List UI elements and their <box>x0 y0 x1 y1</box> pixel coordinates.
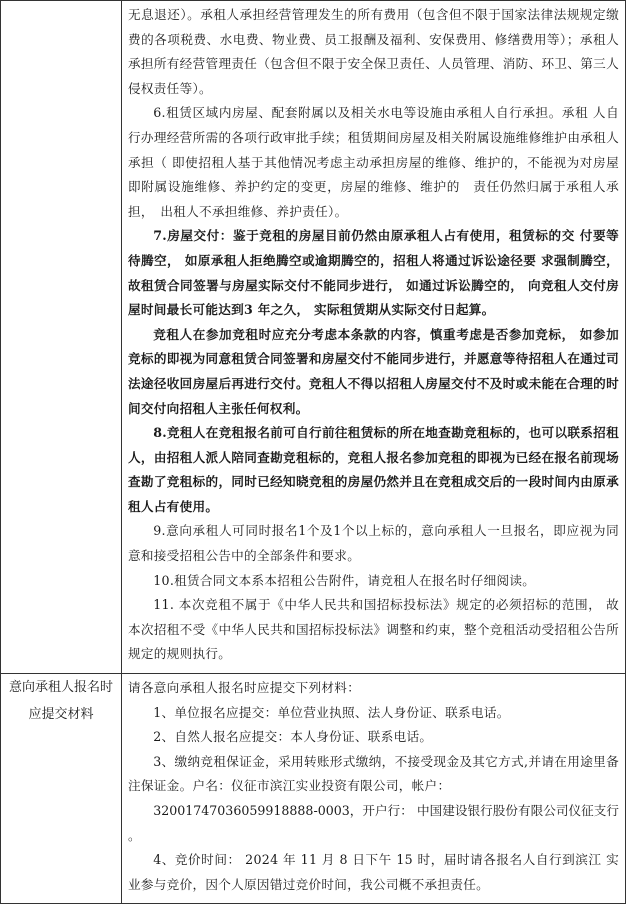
clause-10: 10.租赁合同文本系本招租公告附件，请竞租人在报名时仔细阅读。 <box>153 572 536 588</box>
clause-7-note: 竞租人在参加竞租时应充分考虑本条款的内容，慎重考虑是否参加竞标， 如参加竞标的即视为同意租赁合同签署和房屋交付不能同步进行，并愿意等待招租人在通过司法途径收回房屋后再进行交付。竞租人不得以招租人房屋交付不及时或未能在合理的时间交付向招租人主张任何权利。 <box>128 326 619 416</box>
terms-content-cell <box>122 1 626 674</box>
materials-label-line1: 意向承租人报名时 <box>9 680 114 696</box>
materials-label-cell <box>1 674 122 904</box>
materials-content-cell <box>122 674 626 904</box>
clause-11: 11. 本次竞租不属于《中华人民共和国招标投标法》规定的必须招标的范围， 故本次招租不受《中华人民共和国招标投标法》调整和约束，整个竞租活动受招租公告所规定的规则执行。 <box>128 597 619 662</box>
materials-item-1: 1、单位报名应提交：单位营业执照、法人身份证、联系电话。 <box>153 704 510 720</box>
materials-item-3: 3、缴纳竞租保证金，采用转账形式缴纳，不接受现金及其它方式,并请在用途里备注保证金。户名：仪征市滨江实业投资有限公司，帐户： <box>128 753 619 794</box>
clause-9: 9.意向承租人可同时报名1个及1个以上标的，意向承租人一旦报名，即应视为同意和接受招租公告中的全部条件和要求。 <box>128 523 619 564</box>
materials-item-4: 4、竞价时间： 2024 年 11 月 8 日下午 15 时，届时请各报名人自行到滨江 实业参与竞价，因个人原因错过竞价时间，我公司概不承担责任。 <box>128 852 619 892</box>
terms-row <box>1 1 626 674</box>
materials-label-line2: 应提交材料 <box>28 707 94 723</box>
clause-8: 8.竞租人在竞租报名前可自行前往租赁标的所在地查勘竞租标的，也可以联系招租人，由招租人派人陪同查勘竞租标的，竞租人报名参加竞租的即视为已经在报名前现场查勘了竞租标的，同时已经知晓竞租的房屋仍然并且在竞租成交后的一段时间内由原承租人占有使用。 <box>128 425 619 514</box>
materials-row <box>1 674 626 904</box>
bank-account-line: 32001747036059918888-0003，开户行： 中国建设银行股份有限公司仪征支行 。 <box>128 803 619 843</box>
clause-7: 7.房屋交付：鉴于竞租的房屋目前仍然由原承租人占有使用，租赁标的交 付要等待腾空， 如原承租人拒绝腾空或逾期腾空的，招租人将通过诉讼途径要 求强制腾空， 故租赁合同签署与房屋实际交付不能同步进行， 如通过诉讼腾空的， 向竞租人交付房屋时间最长可能达到3 年之久， 实际租赁期从实际交付日起算。 <box>128 228 619 318</box>
materials-item-2: 2、自然人报名应提交：本人身份证、联系电话。 <box>153 729 433 745</box>
clause-continuation: 无息退还）。承租人承担经营管理发生的所有费用（包含但不限于国家法律法规规定缴费的各项税费、水电费、物业费、员工报酬及福利、安保费用、修缮费用等）；承租人承担所有经营管理责任（包含但不限于安全保卫责任、人员管理、消防、环卫、第三人侵权责任等）。 <box>128 7 619 96</box>
materials-intro: 请各意向承租人报名时应提交下列材料： <box>128 680 361 696</box>
terms-label-cell <box>1 1 122 674</box>
clause-6: 6.租赁区域内房屋、配套附属以及相关水电等设施由承租人自行承担。承租 人自行办理经营所需的各项行政审批手续；租赁期间房屋及相关附属设施维修维护由承租人承担（ 即使招租人基于其他情况考虑主动承担房屋的维修、维护的，不能视为对房屋即附属设施维修、养护约定的变更，房屋的维修、维护的 责任仍然归属于承租人承担， 出租人不承担维修、养护责任）。 <box>128 105 619 219</box>
